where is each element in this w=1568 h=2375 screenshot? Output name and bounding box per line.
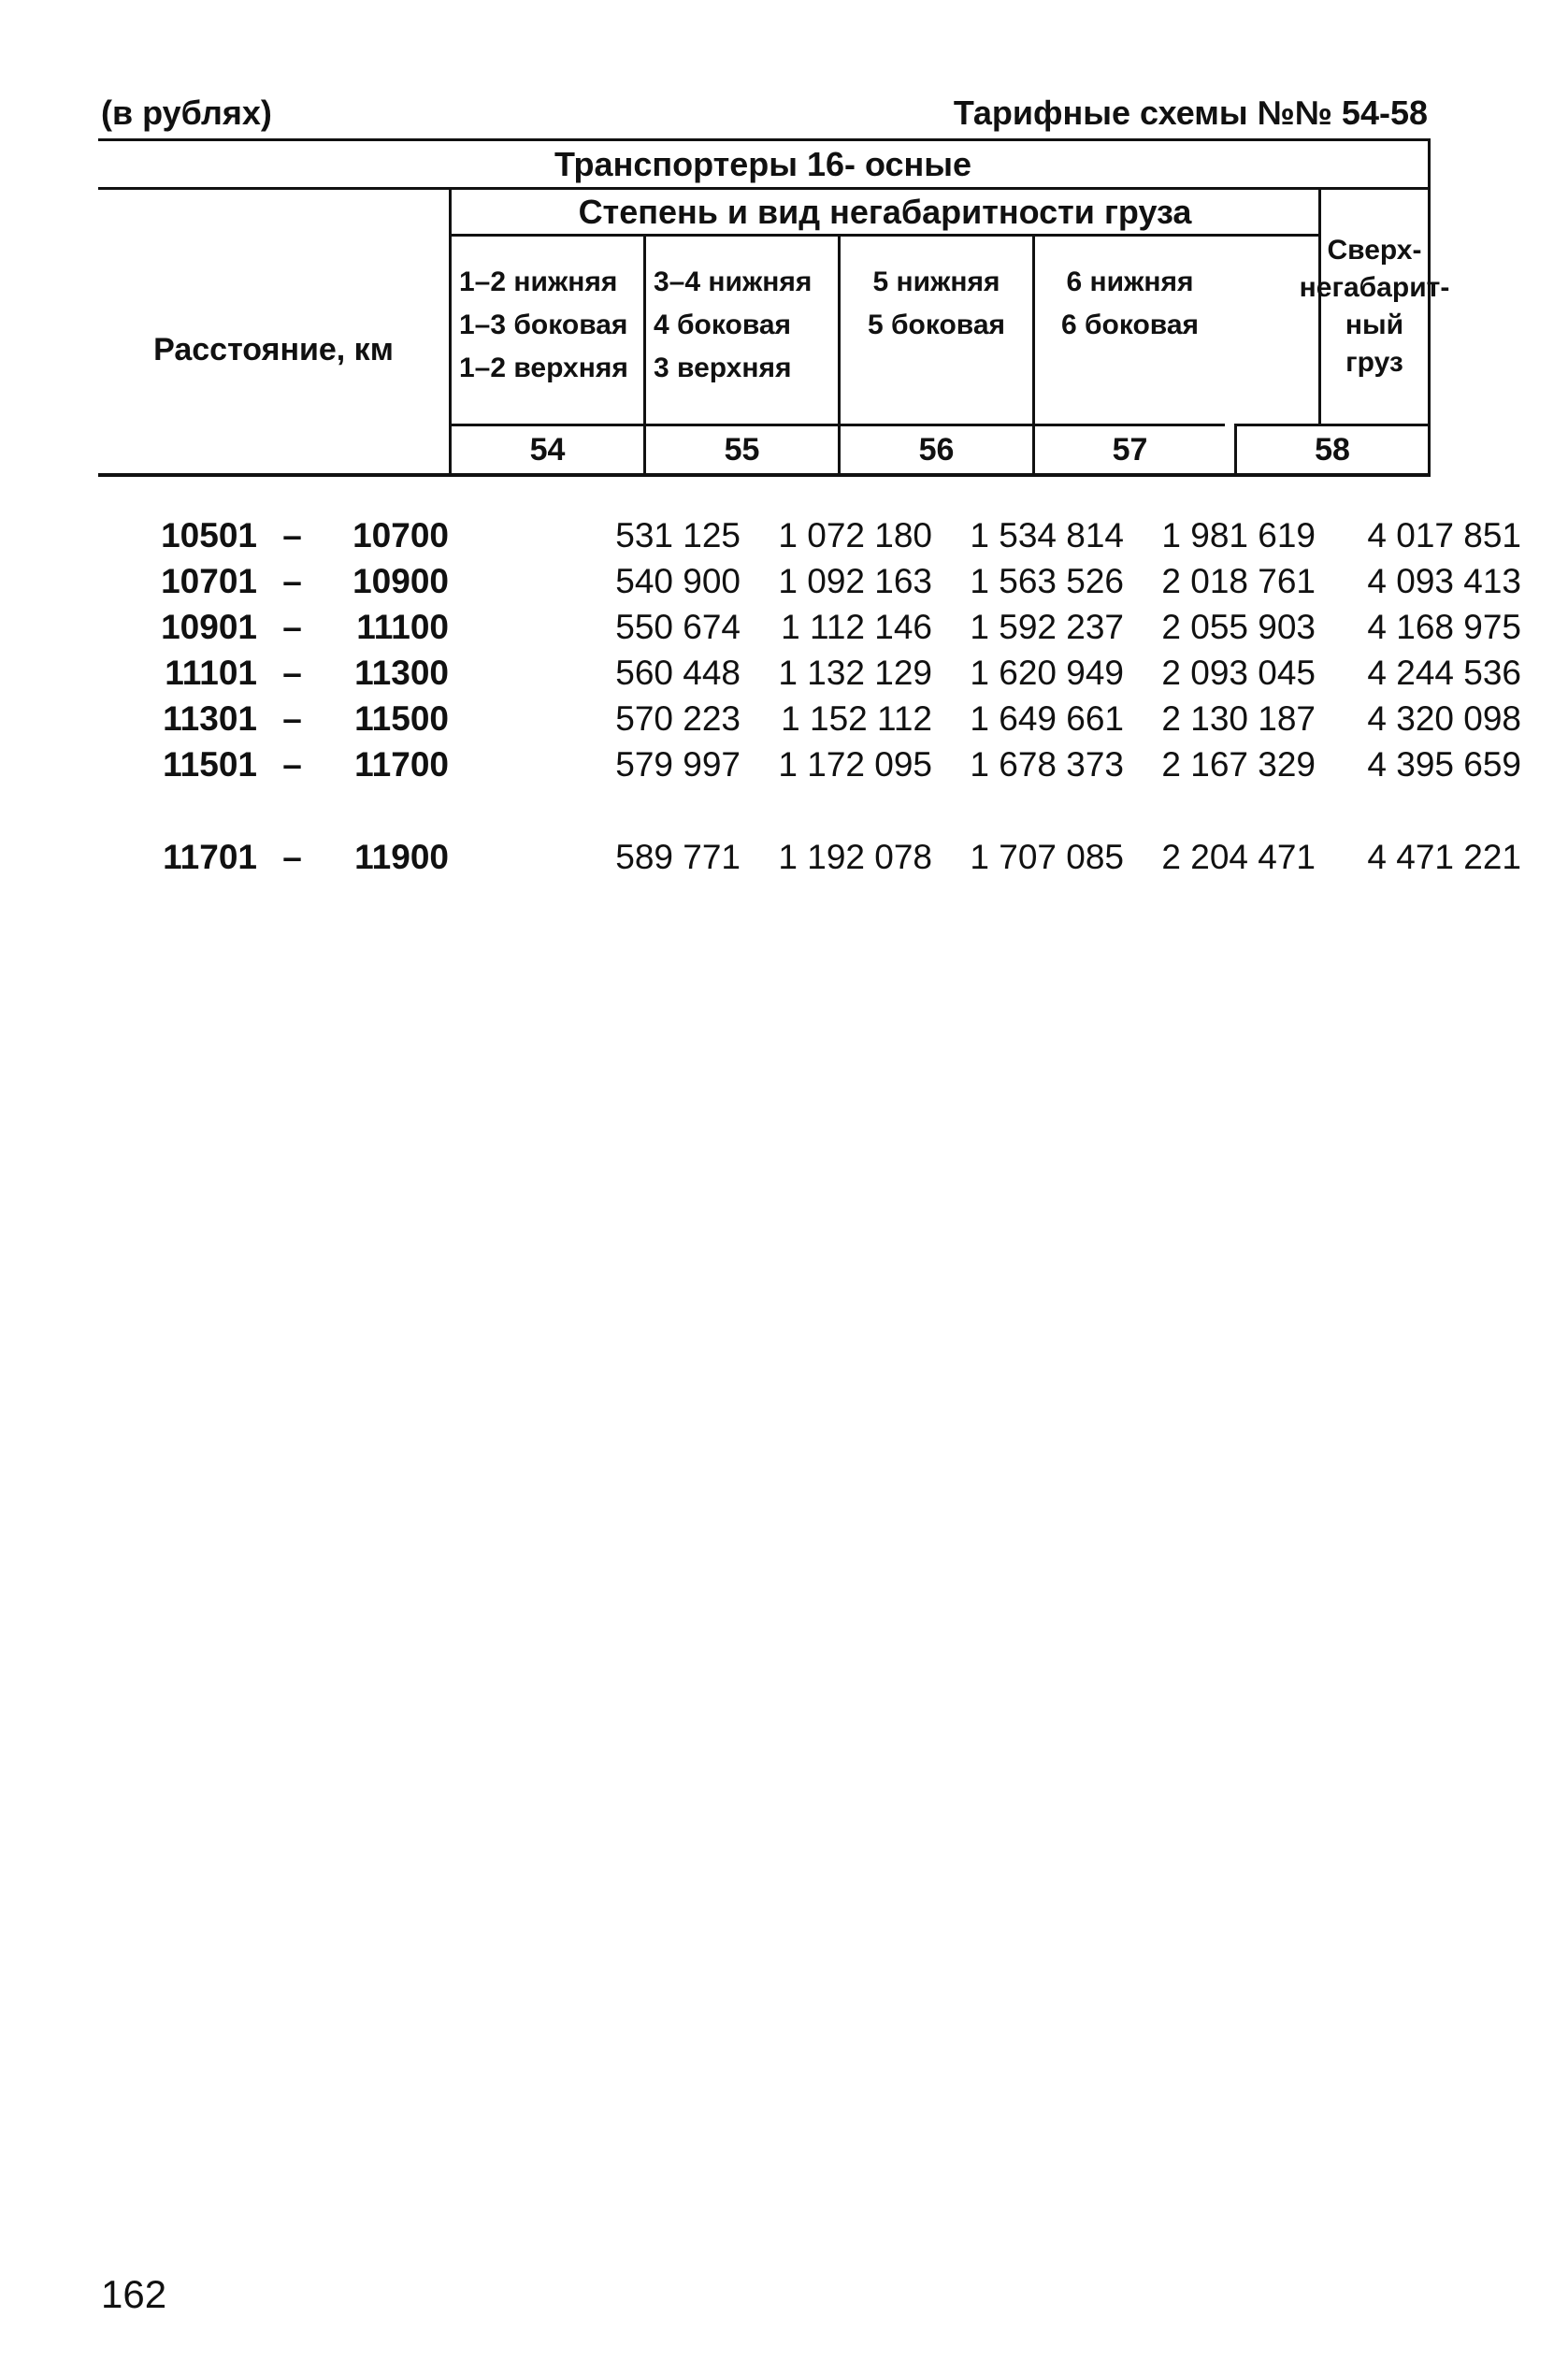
distance-header: Расстояние, км	[153, 332, 394, 367]
tariff-value: 1 707 085	[970, 837, 1124, 876]
tariff-value: 4 244 536	[1367, 653, 1521, 692]
tariff-value: 1 112 146	[781, 607, 932, 646]
tariff-value: 2 093 045	[1161, 653, 1316, 692]
super-line: Сверх-	[1327, 235, 1422, 266]
tariff-value: 1 072 180	[778, 515, 932, 554]
table-row	[98, 558, 1521, 604]
table-header	[98, 138, 1450, 477]
column-line: 6 боковая	[1060, 309, 1200, 340]
tariff-value: 2 055 903	[1161, 607, 1316, 646]
tariff-value: 1 592 237	[970, 607, 1124, 646]
tariff-value: 4 017 851	[1367, 515, 1521, 554]
tariff-value: 560 448	[615, 653, 741, 692]
column-header-57	[1032, 237, 1225, 424]
tariff-value: 1 981 619	[1161, 515, 1316, 554]
distance-to: 11500	[354, 698, 449, 738]
distance-to: 11300	[354, 653, 449, 692]
column-line: 3–4 нижняя	[654, 266, 813, 297]
page-number: 162	[101, 2272, 167, 2316]
distance-from: 10701	[161, 561, 257, 600]
vehicle-type-header: Транспортеры 16- осные	[98, 141, 1431, 190]
column-line: 1–3 боковая	[459, 309, 628, 340]
tariff-value: 1 092 163	[778, 561, 932, 600]
tariff-value: 4 093 413	[1367, 561, 1521, 600]
tariff-value: 1 534 814	[970, 515, 1124, 554]
tariff-value: 1 152 112	[781, 698, 932, 738]
column-line: 5 боковая	[867, 309, 1006, 340]
tariff-value: 540 900	[615, 561, 741, 600]
distance-from: 10501	[161, 515, 257, 554]
table-row	[98, 650, 1521, 696]
column-header-56	[838, 237, 1032, 424]
tariff-value: 570 223	[615, 698, 741, 738]
tariff-value: 4 471 221	[1367, 837, 1521, 876]
tariff-value: 2 018 761	[1161, 561, 1316, 600]
tariff-value: 1 649 661	[970, 698, 1124, 738]
column-number-54: 54	[449, 424, 643, 473]
range-dash: –	[282, 698, 302, 738]
column-line: 3 верхняя	[654, 353, 792, 383]
tariff-value: 4 395 659	[1367, 744, 1521, 784]
tariff-value: 1 678 373	[970, 744, 1124, 784]
distance-from: 11501	[163, 744, 257, 784]
column-header-54	[449, 237, 643, 424]
table-row	[98, 834, 1521, 880]
tariff-value: 531 125	[615, 515, 741, 554]
distance-to: 11900	[354, 837, 449, 876]
tariff-value: 579 997	[615, 744, 741, 784]
tariff-value: 1 192 078	[778, 837, 932, 876]
tariff-value: 4 168 975	[1367, 607, 1521, 646]
range-dash: –	[282, 607, 302, 646]
row-spacer	[98, 787, 1521, 834]
tariff-value: 589 771	[615, 837, 741, 876]
column-header-55	[643, 237, 838, 424]
distance-from: 11101	[165, 653, 257, 692]
distance-from: 10901	[161, 607, 257, 646]
column-line: 1–2 нижняя	[459, 266, 618, 297]
tariff-value: 1 563 526	[970, 561, 1124, 600]
distance-from: 11301	[163, 698, 257, 738]
column-number-57: 57	[1032, 424, 1225, 473]
tariff-value: 550 674	[615, 607, 741, 646]
table-row	[98, 741, 1521, 787]
tariff-value: 2 130 187	[1161, 698, 1316, 738]
range-dash: –	[282, 653, 302, 692]
distance-to: 11700	[354, 744, 449, 784]
distance-from: 11701	[163, 837, 257, 876]
range-dash: –	[282, 744, 302, 784]
column-number-56: 56	[838, 424, 1032, 473]
column-line: 1–2 верхняя	[459, 353, 628, 383]
table-row	[98, 604, 1521, 650]
range-dash: –	[282, 515, 302, 554]
units-note: (в рублях)	[101, 94, 272, 132]
range-dash: –	[282, 837, 302, 876]
distance-to: 10900	[352, 561, 449, 600]
tariff-value: 1 132 129	[778, 653, 932, 692]
column-line: 5 нижняя	[872, 266, 1000, 297]
super-line: ный груз	[1345, 309, 1404, 378]
distance-to: 10700	[352, 515, 449, 554]
super-oversize-header	[1299, 190, 1450, 424]
tariff-table	[98, 512, 1521, 880]
tariff-value: 2 204 471	[1161, 837, 1316, 876]
column-number-55: 55	[643, 424, 838, 473]
tariff-value: 1 620 949	[970, 653, 1124, 692]
tariff-value: 1 172 095	[778, 744, 932, 784]
tariff-scheme-title: Тарифные схемы №№ 54-58	[953, 94, 1428, 132]
column-line: 6 нижняя	[1066, 266, 1194, 297]
tariff-value: 4 320 098	[1367, 698, 1521, 738]
column-number-58: 58	[1234, 424, 1431, 473]
table-row	[98, 512, 1521, 558]
tariff-value: 2 167 329	[1161, 744, 1316, 784]
distance-to: 11100	[356, 607, 449, 646]
oversize-degree-header: Степень и вид негабаритности груза	[449, 190, 1318, 237]
column-line: 4 боковая	[654, 309, 792, 340]
table-row	[98, 696, 1521, 741]
range-dash: –	[282, 561, 302, 600]
super-line: негабарит-	[1299, 272, 1450, 303]
